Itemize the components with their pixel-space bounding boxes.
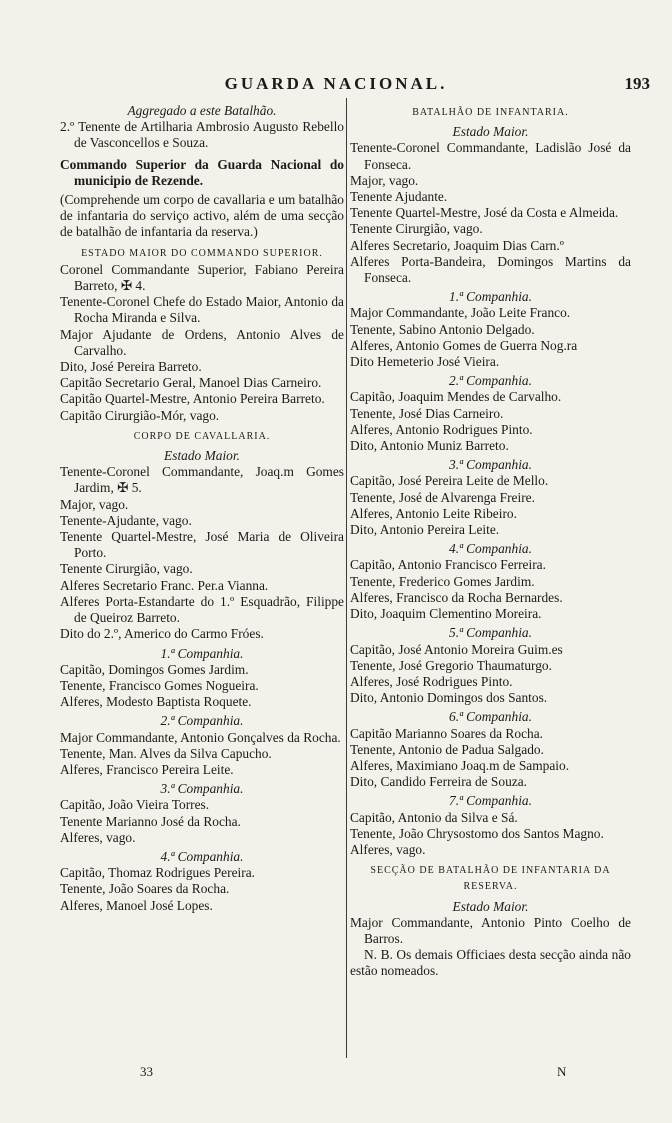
roster-entry: Coronel Commandante Superior, Fabiano Pereira Barreto, ✠ 4. [60, 261, 344, 294]
section-subheading: 4.ª Companhia. [160, 848, 244, 864]
section-subheading: 7.ª Companhia. [449, 793, 532, 809]
roster-entry: Capitão, Domingos Gomes Jardim. [60, 661, 249, 677]
roster-entry: Dito, Candido Ferreira de Souza. [350, 774, 528, 790]
roster-entry: Dito do 2.º, Americo do Carmo Fróes. [60, 626, 264, 642]
roster-entry: Major, vago. [60, 496, 129, 512]
section-subheading: Estado Maior. [452, 124, 529, 140]
roster-entry: Capitão, José Antonio Moreira Guim.es [350, 641, 563, 657]
column-divider [346, 98, 347, 1058]
roster-entry: Tenente, Frederico Gomes Jardim. [350, 573, 535, 589]
roster-entry: Tenente Ajudante. [350, 189, 448, 205]
section-subheading: 4.ª Companhia. [449, 541, 532, 557]
roster-entry: Capitão Marianno Soares da Rocha. [350, 725, 543, 741]
roster-entry: Alferes Secretario Franc. Per.a Vianna. [60, 577, 269, 593]
section-subheading: 2.ª Companhia. [449, 373, 532, 389]
roster-entry: Major, vago. [350, 172, 419, 188]
signature-mark: 33 [140, 1064, 153, 1079]
roster-entry: Tenente, José Gregorio Thaumaturgo. [350, 657, 552, 673]
roster-entry: Capitão, Antonio da Silva e Sá. [350, 809, 518, 825]
roster-entry: Tenente Quartel-Mestre, José da Costa e Almeida. [350, 205, 619, 221]
roster-entry: Capitão, Joaquim Mendes de Carvalho. [350, 389, 562, 405]
roster-entry: Alferes, vago. [60, 829, 136, 845]
left-column [60, 100, 344, 914]
section-subheading: Estado Maior. [164, 448, 240, 464]
roster-entry: Alferes, Manoel José Lopes. [60, 897, 213, 913]
roster-entry: Capitão Quartel-Mestre, Antonio Pereira Barreto. [60, 391, 325, 407]
roster-entry: Alferes Porta-Bandeira, Domingos Martins da Fonseca. [350, 253, 631, 286]
roster-entry: Alferes, Maximiano Joaq.m de Sampaio. [350, 757, 570, 773]
page-footer [0, 1064, 672, 1084]
roster-entry: 2.º Tenente de Artilharia Ambrosio Augusto Rebello de Vasconcellos e Souza. [60, 119, 344, 151]
page-header [0, 74, 672, 98]
roster-entry: Tenente Cirurgião, vago. [350, 221, 483, 237]
roster-entry: Tenente, Francisco Gomes Nogueira. [60, 677, 259, 693]
roster-entry: Alferes, Francisco da Rocha Bernardes. [350, 589, 563, 605]
section-heading: BATALHÃO DE INFANTARIA. [412, 107, 569, 118]
roster-entry: Major Commandante, Antonio Gonçalves da Rocha. [60, 729, 341, 745]
section-subheading: Estado Maior. [452, 898, 529, 914]
section-subheading: 6.ª Companhia. [449, 709, 532, 725]
roster-entry: Capitão, Thomaz Rodrigues Pereira. [60, 865, 255, 881]
roster-entry: Tenente, João Chrysostomo dos Santos Magno. [350, 825, 604, 841]
roster-entry: Dito Hemeterio José Vieira. [350, 354, 500, 370]
roster-entry: Tenente Marianno José da Rocha. [60, 813, 241, 829]
roster-entry: Tenente-Coronel Commandante, Ladislão José da Fonseca. [350, 140, 631, 172]
roster-entry: Tenente, José Dias Carneiro. [350, 405, 504, 421]
roster-entry: Capitão, João Vieira Torres. [60, 797, 210, 813]
roster-entry: Alferes, Francisco Pereira Leite. [60, 761, 234, 777]
section-heading: ESTADO MAIOR DO COMMANDO SUPERIOR. [81, 247, 323, 259]
note-text: (Comprehende um corpo de cavallaria e um batalhão de infantaria do serviço activo, além de uma secção de batalhão de infantaria da reserva.) [60, 192, 344, 240]
right-column [350, 100, 631, 980]
section-subheading: 1.ª Companhia. [449, 289, 532, 305]
roster-entry: Tenente, Antonio de Padua Salgado. [350, 741, 544, 757]
command-heading: Commando Superior da Guarda Nacional do municipio de Rezende. [60, 156, 344, 188]
roster-entry: Tenente, Man. Alves da Silva Capucho. [60, 745, 272, 761]
section-subheading: Aggregado a este Batalhão. [127, 103, 277, 118]
roster-entry: Dito, Antonio Domingos dos Santos. [350, 690, 548, 706]
roster-entry: Tenente, Sabino Antonio Delgado. [350, 321, 535, 337]
roster-entry: Major Ajudante de Ordens, Antonio Alves de Carvalho. [60, 326, 344, 358]
roster-entry: Alferes, Antonio Leite Ribeiro. [350, 505, 517, 521]
section-subheading: 3.ª Companhia. [160, 781, 244, 797]
page-number: 193 [624, 74, 650, 93]
roster-entry: Dito, Antonio Muniz Barreto. [350, 438, 509, 454]
section-heading: SECÇÃO DE BATALHÃO DE INFANTARIA DA RESERVA. [370, 865, 611, 893]
roster-entry: Dito, Antonio Pereira Leite. [350, 522, 500, 538]
roster-entry: Alferes, vago. [350, 841, 426, 857]
sheet-mark: N [557, 1064, 567, 1079]
roster-entry: Tenente-Coronel Chefe do Estado Maior, Antonio da Rocha Miranda e Silva. [60, 294, 344, 326]
roster-entry: Capitão Cirurgião-Mór, vago. [60, 407, 220, 423]
section-heading: CORPO DE CAVALLARIA. [133, 430, 271, 442]
roster-entry: Tenente, José de Alvarenga Freire. [350, 489, 535, 505]
roster-entry: Alferes Secretario, Joaquim Dias Carn.º [350, 237, 564, 253]
roster-entry: Alferes Porta-Estandarte do 1.º Esquadrão, Filippe de Queiroz Barreto. [60, 593, 344, 626]
roster-entry: Tenente Quartel-Mestre, José Maria de Oliveira Porto. [60, 529, 344, 561]
running-title: GUARDA NACIONAL. [224, 74, 448, 93]
roster-entry: Dito, Joaquim Clementino Moreira. [350, 606, 542, 622]
roster-entry: Dito, José Pereira Barreto. [60, 359, 202, 375]
roster-entry: Major Commandante, João Leite Franco. [350, 305, 571, 321]
roster-entry: Tenente-Ajudante, vago. [60, 512, 192, 528]
roster-entry: Alferes, Antonio Gomes de Guerra Nog.ra [350, 337, 578, 353]
roster-entry: Capitão, José Pereira Leite de Mello. [350, 473, 549, 489]
section-subheading: 3.ª Companhia. [449, 457, 532, 473]
roster-entry: Capitão, Antonio Francisco Ferreira. [350, 557, 546, 573]
roster-entry: Alferes, Modesto Baptista Roquete. [60, 694, 252, 710]
section-subheading: 1.ª Companhia. [160, 645, 244, 661]
roster-entry: Tenente-Coronel Commandante, Joaq.m Gomes Jardim, ✠ 5. [60, 464, 344, 496]
roster-entry: Alferes, Antonio Rodrigues Pinto. [350, 421, 533, 437]
roster-entry: Capitão Secretario Geral, Manoel Dias Carneiro. [60, 375, 322, 391]
section-subheading: 5.ª Companhia. [449, 625, 532, 641]
roster-entry: Alferes, José Rodrigues Pinto. [350, 673, 513, 689]
note-text: N. B. Os demais Officiaes desta secção ainda não estão nomeados. [350, 947, 631, 979]
section-subheading: 2.ª Companhia. [160, 713, 244, 729]
roster-entry: Tenente Cirurgião, vago. [60, 561, 193, 577]
roster-entry: Major Commandante, Antonio Pinto Coelho de Barros. [350, 914, 631, 946]
roster-entry: Tenente, João Soares da Rocha. [60, 881, 230, 897]
